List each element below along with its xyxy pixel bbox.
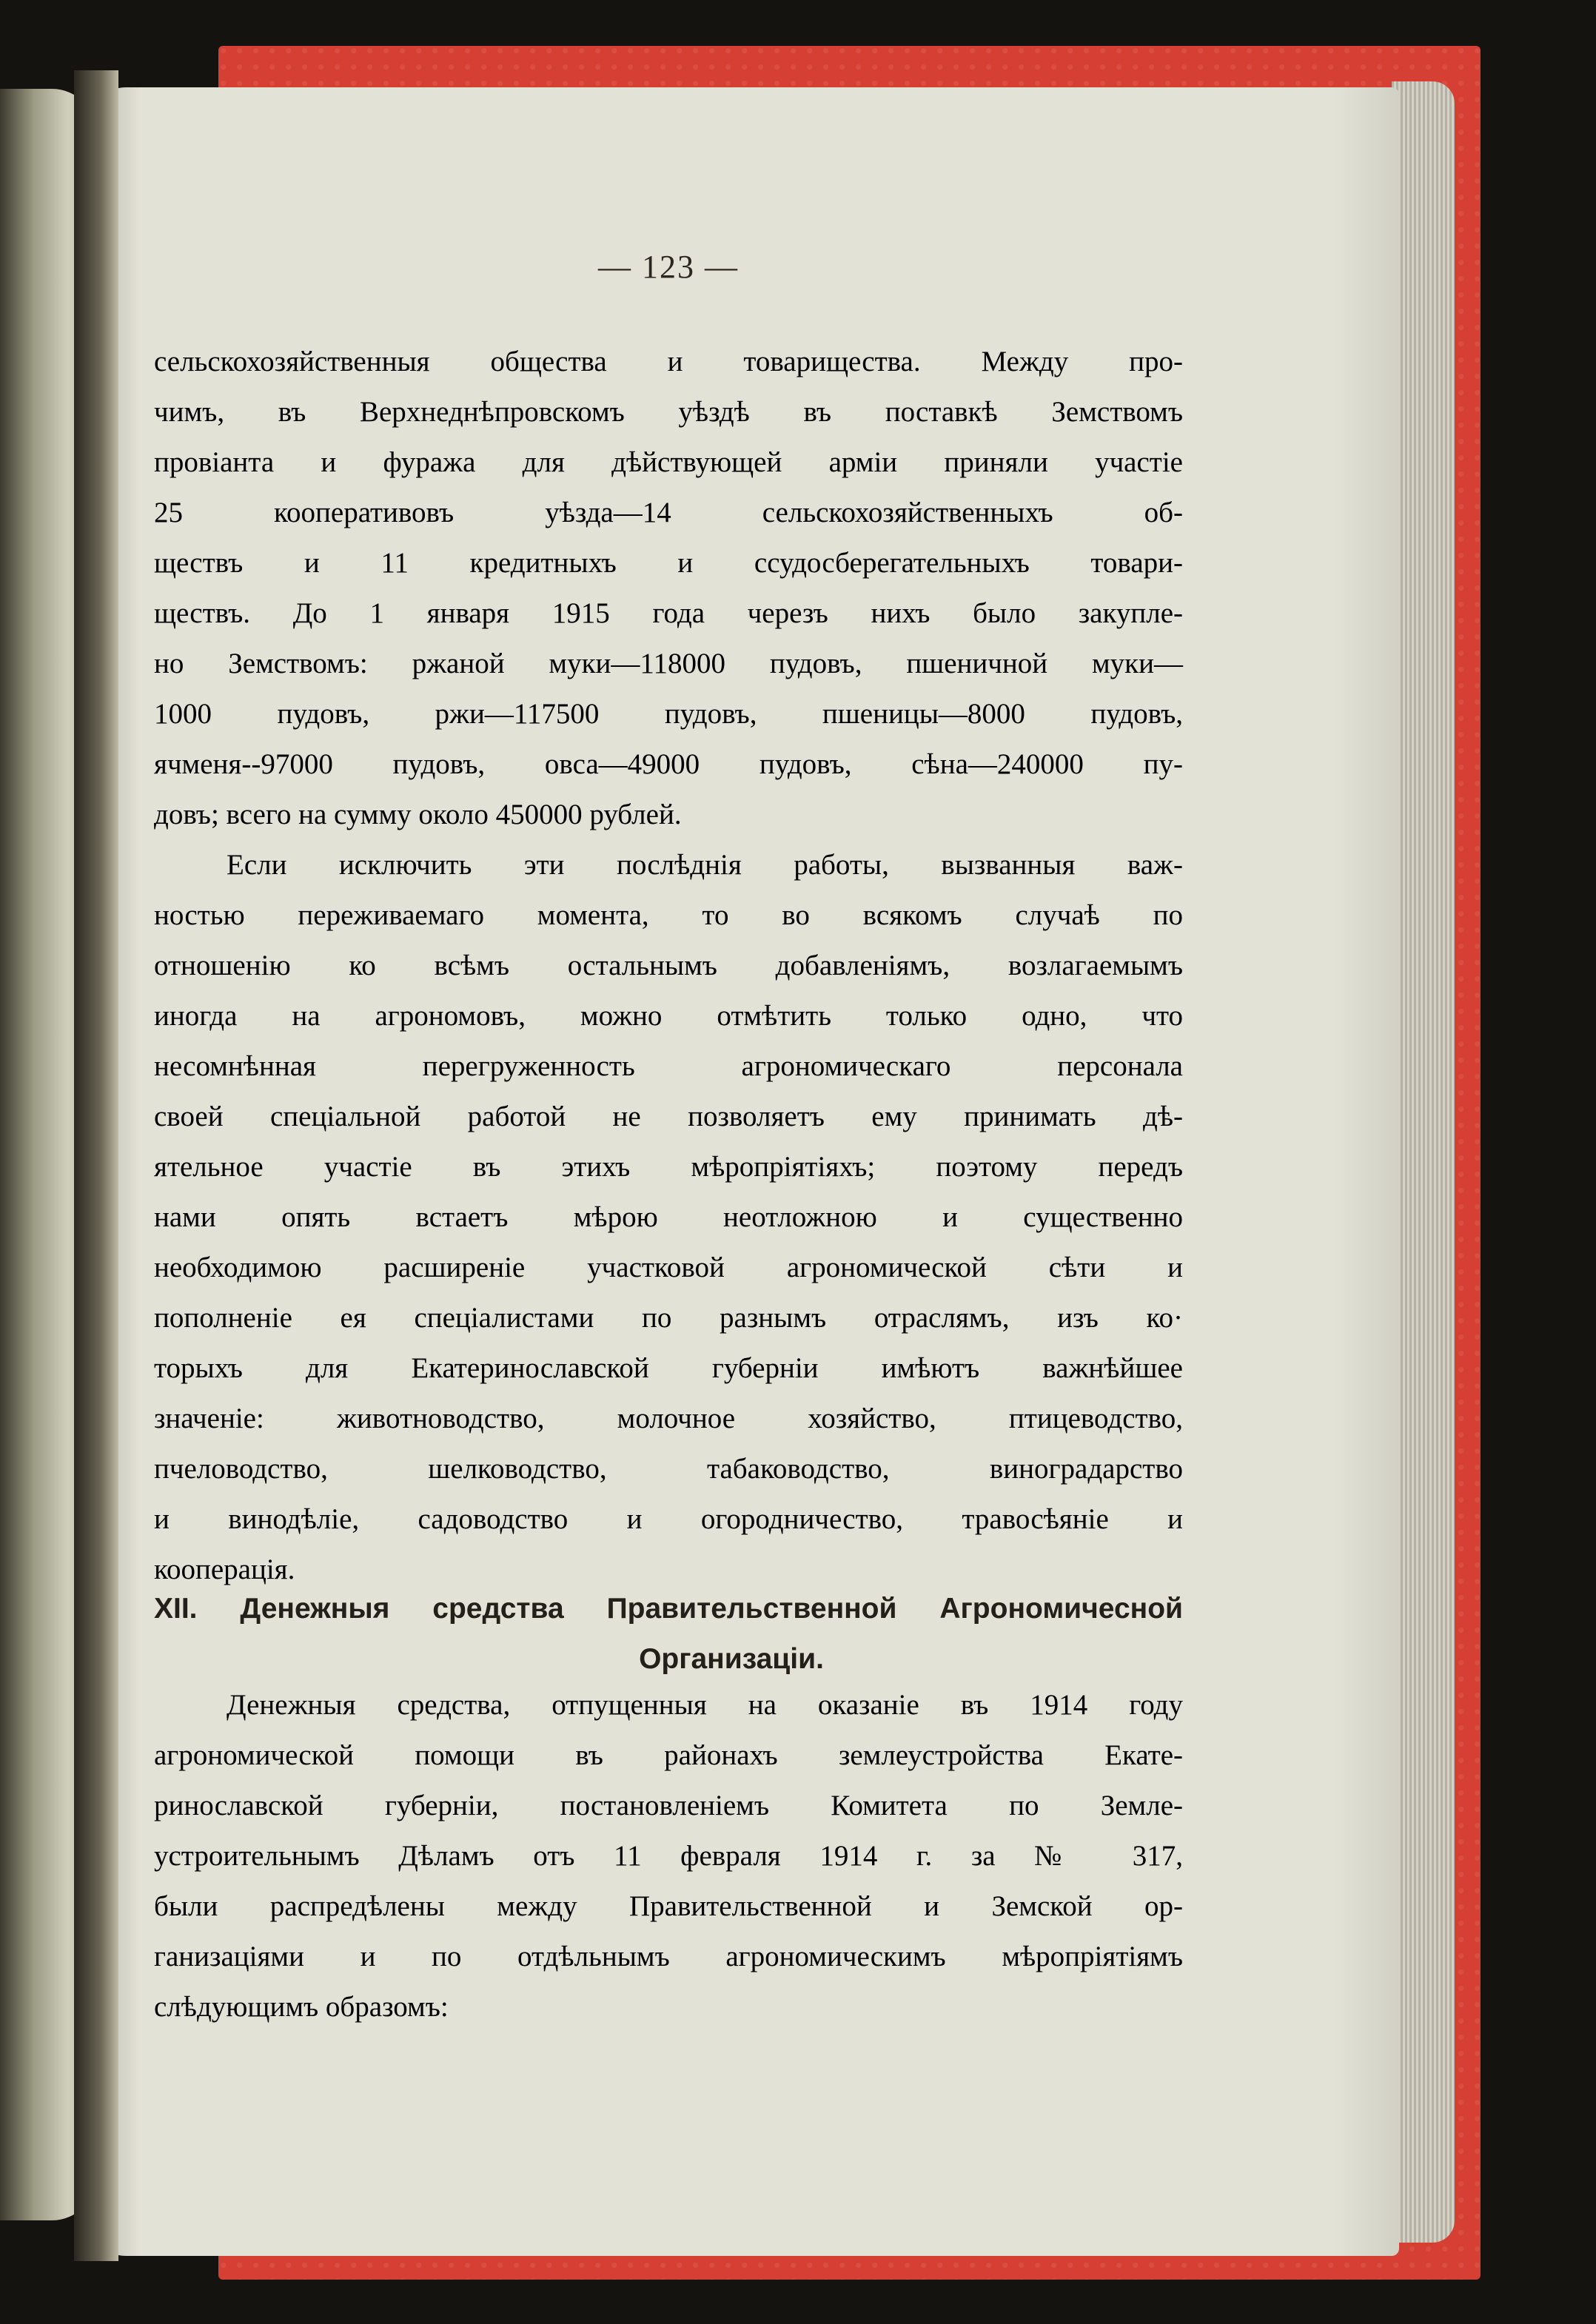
- text-line: 25 кооперативовъ уѣзда—14 сельскохозяйственныхъ об-: [154, 497, 1183, 528]
- text-line: провіанта и фуража для дѣйствующей арміи приняли участіе: [154, 446, 1183, 478]
- text-line: ществъ и 11 кредитныхъ и ссудосберегательныхъ товари-: [154, 547, 1183, 579]
- text-line: ячменя--97000 пудовъ, овса—49000 пудовъ, сѣна—240000 пу-: [154, 748, 1183, 780]
- book-gutter: [74, 70, 118, 2261]
- text-line: и винодѣліе, садоводство и огородничество, травосѣяніе и: [154, 1503, 1183, 1535]
- text-line: 1000 пудовъ, ржи—117500 пудовъ, пшеницы—8000 пудовъ,: [154, 698, 1183, 730]
- text-line: слѣдующимъ образомъ:: [154, 1991, 449, 2023]
- text-line: но Земствомъ: ржаной муки—118000 пудовъ, пшеничной муки—: [154, 648, 1183, 679]
- text-line: чимъ, въ Верхнеднѣпровскомъ уѣздѣ въ поставкѣ Земствомъ: [154, 396, 1183, 428]
- text-line: агрономической помощи въ районахъ землеустройства Екате-: [154, 1739, 1183, 1771]
- section-heading: [154, 1584, 1183, 1685]
- text-line: сельскохозяйственныя общества и товарищества. Между про-: [154, 346, 1183, 377]
- text-line: были распредѣлены между Правительственной и Земской ор-: [154, 1890, 1183, 1922]
- section-heading-line-2: Организаціи.: [639, 1643, 824, 1675]
- text-line: своей спеціальной работой не позволяетъ ему принимать дѣ-: [154, 1101, 1183, 1132]
- page-stack-edge: [1392, 81, 1455, 2243]
- text-line: иногда на агрономовъ, можно отмѣтить только одно, что: [154, 1000, 1183, 1032]
- text-line: отношенію ко всѣмъ остальнымъ добавленіямъ, возлагаемымъ: [154, 950, 1183, 981]
- section-heading-line-1: XII. Денежныя средства Правительственной Агрономичесной: [154, 1593, 1183, 1625]
- text-line: ществъ. До 1 января 1915 года черезъ нихъ было закупле-: [154, 597, 1183, 629]
- text-line: значеніе: животноводство, молочное хозяйство, птицеводство,: [154, 1403, 1183, 1434]
- text-line: торыхъ для Екатеринославской губерніи имѣютъ важнѣйшее: [154, 1352, 1183, 1384]
- text-line: ганизаціями и по отдѣльнымъ агрономическимъ мѣропріятіямъ: [154, 1941, 1183, 1972]
- text-line: пополненіе ея спеціалистами по разнымъ отраслямъ, изъ ко·: [154, 1302, 1183, 1334]
- text-line: Денежныя средства, отпущенныя на оказаніе въ 1914 году: [227, 1689, 1183, 1721]
- text-line: необходимою расширеніе участковой агрономической сѣти и: [154, 1252, 1183, 1283]
- text-line: кооперація.: [154, 1554, 295, 1585]
- text-line: устроительнымъ Дѣламъ отъ 11 февраля 1914 г. за № 317,: [154, 1840, 1183, 1872]
- text-line: ринославской губерніи, постановленіемъ Комитета по Земле-: [154, 1790, 1183, 1821]
- text-line: ятельное участіе въ этихъ мѣропріятіяхъ; поэтому передъ: [154, 1151, 1183, 1183]
- body-text-top: [154, 337, 1183, 1595]
- body-text-bottom: [154, 1680, 1183, 2032]
- text-line: довъ; всего на сумму около 450000 рублей.: [154, 799, 682, 830]
- text-line: ностью переживаемаго момента, то во всякомъ случаѣ по: [154, 899, 1183, 931]
- text-line: пчеловодство, шелководство, табаководство, виноградарство: [154, 1453, 1183, 1485]
- page-number: — 123 —: [598, 249, 739, 285]
- text-line: несомнѣнная перегруженность агрономическаго персонала: [154, 1050, 1183, 1082]
- text-line: Если исключить эти послѣднія работы, вызванныя важ-: [227, 849, 1183, 881]
- text-line: нами опять встаетъ мѣрою неотложною и существенно: [154, 1201, 1183, 1233]
